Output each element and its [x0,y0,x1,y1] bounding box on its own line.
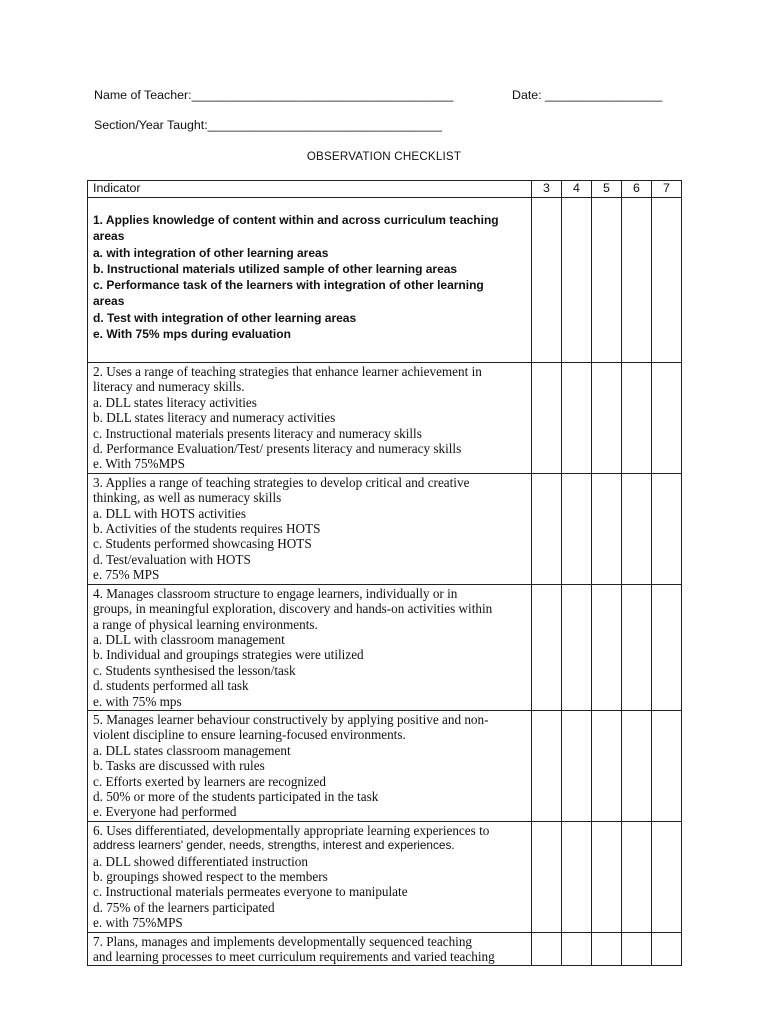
score-cell-5[interactable] [592,363,622,474]
score-cell-7[interactable] [652,198,682,363]
score-cell-4[interactable] [562,473,592,584]
score-cell-6[interactable] [622,198,652,363]
score-cell-6[interactable] [622,363,652,474]
score-cell-3[interactable] [532,821,562,932]
score-cell-5[interactable] [592,821,622,932]
score-cell-7[interactable] [652,932,682,966]
indicator-line: a. DLL showed differentiated instruction [93,853,308,869]
indicator-row-5 [88,710,682,821]
indicator-line: d. students performed all task [93,678,249,694]
page-title: OBSERVATION CHECKLIST [306,150,462,163]
score-cell-3[interactable] [532,473,562,584]
indicator-line: address learners' gender, needs, strengths, interest and experiences. [93,838,455,853]
indicator-line: areas [93,229,125,244]
score-cell-5[interactable] [592,710,622,821]
indicator-text-2 [88,363,532,474]
indicator-line: c. Efforts exerted by learners are recognized [93,773,326,789]
score-cell-3[interactable] [532,363,562,474]
score-cell-6[interactable] [622,710,652,821]
indicator-line: d. 75% of the learners participated [93,899,275,915]
teacher-name-field[interactable]: Name of Teacher:______________________________________ [94,88,454,102]
score-7-header: 7 [652,181,682,198]
score-cell-4[interactable] [562,710,592,821]
indicator-line: e. with 75% mps [93,693,182,709]
indicator-row-7 [88,932,682,966]
indicator-line: 5. Manages learner behaviour constructively by applying positive and non- [93,711,489,727]
indicator-line: thinking, as well as numeracy skills [93,490,282,506]
indicator-line: literacy and numeracy skills. [93,379,245,395]
section-year-field[interactable]: Section/Year Taught:__________________________________ [94,118,442,132]
indicator-line: c. Instructional materials permeates everyone to manipulate [93,884,408,900]
indicator-text-3 [88,473,532,584]
indicator-line: and learning processes to meet curriculum requirements and varied teaching [93,949,495,965]
score-3-header: 3 [532,181,562,198]
score-5-header: 5 [592,181,622,198]
score-cell-4[interactable] [562,198,592,363]
indicator-line: b. DLL states literacy and numeracy activities [93,410,336,426]
indicator-row-4 [88,584,682,710]
indicator-line: b. Individual and groupings strategies were utilized [93,647,364,663]
indicator-line: 7. Plans, manages and implements developmentally sequenced teaching [93,933,473,949]
indicator-text-5 [88,710,532,821]
score-cell-5[interactable] [592,584,622,710]
indicator-line: e. 75% MPS [93,567,160,583]
indicator-text-7 [88,932,532,966]
indicator-line: b. Activities of the students requires HOTS [93,521,321,537]
indicator-text-1 [88,198,532,363]
indicator-line: c. Students performed showcasing HOTS [93,536,312,552]
indicator-line: a. DLL with HOTS activities [93,505,246,521]
score-cell-6[interactable] [622,473,652,584]
indicator-line: areas [93,294,125,309]
score-cell-6[interactable] [622,821,652,932]
score-cell-4[interactable] [562,584,592,710]
indicator-line: d. Test/evaluation with HOTS [93,551,251,567]
indicator-line: d. 50% or more of the students participated in the task [93,788,379,804]
indicator-line: b. Instructional materials utilized sample of other learning areas [93,261,458,276]
indicator-line: a range of physical learning environments. [93,616,318,632]
indicator-line: violent discipline to ensure learning-focused environments. [93,727,406,743]
score-cell-3[interactable] [532,932,562,966]
score-cell-7[interactable] [652,473,682,584]
score-4-header: 4 [562,181,592,198]
score-cell-6[interactable] [622,584,652,710]
indicator-line: e. with 75%MPS [93,915,183,931]
date-field[interactable]: Date: _________________ [512,88,663,102]
indicator-line: e. With 75% mps during evaluation [93,327,291,342]
indicator-line: 1. Applies knowledge of content within and across curriculum teaching [93,213,499,227]
indicator-row-3 [88,473,682,584]
score-cell-5[interactable] [592,932,622,966]
indicator-line: 2. Uses a range of teaching strategies that enhance learner achievement in [93,364,482,379]
score-6-header: 6 [622,181,652,198]
score-cell-5[interactable] [592,198,622,363]
indicator-row-1 [88,198,682,363]
indicator-row-2 [88,363,682,474]
score-cell-6[interactable] [622,932,652,966]
indicator-line: a. DLL states classroom management [93,742,291,758]
indicator-line: a. DLL with classroom management [93,631,285,647]
score-cell-3[interactable] [532,198,562,363]
indicator-line: e. With 75%MPS [93,456,185,472]
indicator-line: b. groupings showed respect to the members [93,869,328,884]
indicator-line: 4. Manages classroom structure to engage learners, individually or in [93,585,458,601]
score-cell-5[interactable] [592,473,622,584]
score-cell-7[interactable] [652,821,682,932]
score-cell-7[interactable] [652,584,682,710]
indicator-column-header: Indicator [88,181,532,198]
score-cell-4[interactable] [562,363,592,474]
table-header-row [88,181,682,198]
indicator-line: d. Performance Evaluation/Test/ presents literacy and numeracy skills [93,441,462,457]
indicator-line: a. with integration of other learning areas [93,245,329,260]
score-cell-3[interactable] [532,710,562,821]
indicator-line: 6. Uses differentiated, developmentally appropriate learning experiences to [93,822,490,838]
observation-checklist-table [87,180,682,966]
score-cell-4[interactable] [562,932,592,966]
indicator-row-6 [88,821,682,932]
indicator-line: c. Instructional materials presents literacy and numeracy skills [93,425,422,441]
indicator-line: c. Students synthesised the lesson/task [93,662,296,678]
indicator-text-6 [88,821,532,932]
indicator-line: c. Performance task of the learners with integration of other learning [93,278,484,293]
indicator-line: groups, in meaningful exploration, discovery and hands-on activities within [93,601,493,617]
indicator-line: d. Test with integration of other learning areas [93,310,357,325]
indicator-line: 3. Applies a range of teaching strategies to develop critical and creative [93,474,470,490]
indicator-line: b. Tasks are discussed with rules [93,758,265,774]
indicator-line: a. DLL states literacy activities [93,394,257,410]
score-cell-7[interactable] [652,710,682,821]
score-cell-7[interactable] [652,363,682,474]
indicator-line: e. Everyone had performed [93,804,237,820]
score-cell-4[interactable] [562,821,592,932]
indicator-text-4 [88,584,532,710]
score-cell-3[interactable] [532,584,562,710]
